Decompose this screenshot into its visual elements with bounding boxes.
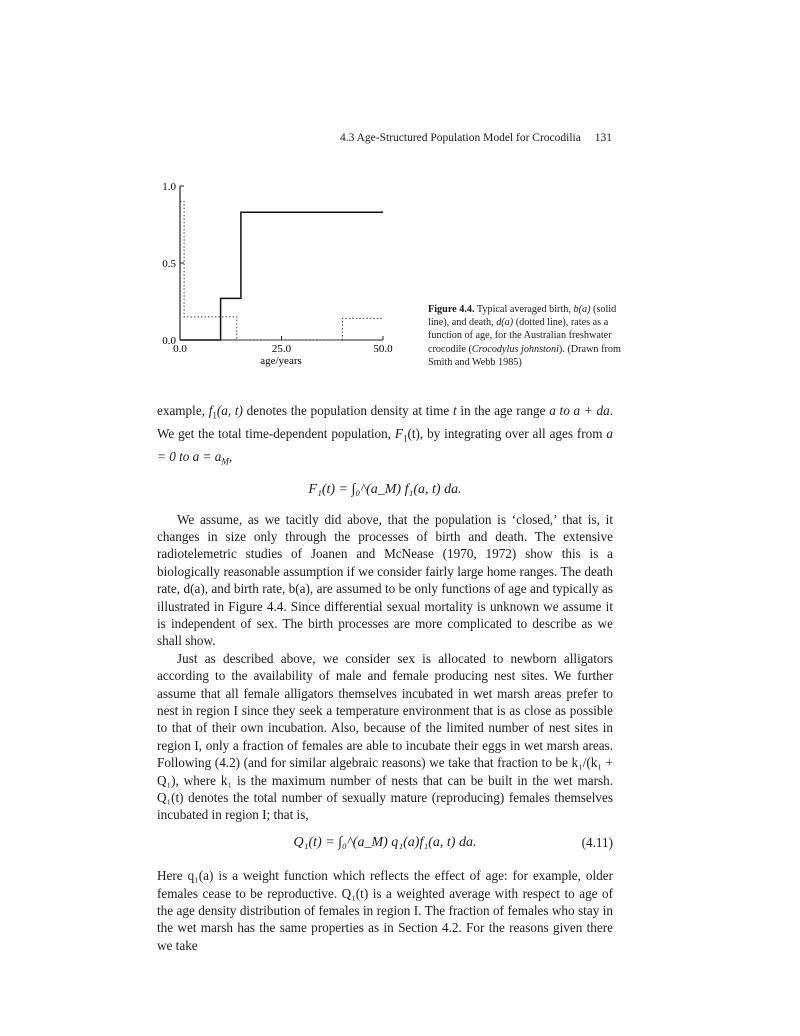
species-name: Crocodylus johnstoni bbox=[471, 343, 559, 355]
paragraph-3: Just as described above, we consider sex is allocated to newborn alligators according to the availability of male and female producing nest sites. We further assume that all female alligators themselves incubated in wet marsh areas prefer to nest in region I since they seek a temperature environment that is as close as possible to that of their own incubation. Also, because of the limited number of nest sites in region I, only a fraction of females are able to incubate their eggs in wet marsh areas. Following (4.2) (and for similar algebraic reasons) we take that fraction to be k₁/(k₁ + Q₁), where k₁ is the maximum number of nests that can be built in the wet marsh. Q₁(t) denotes the total number of sexually mature (reproducing) females themselves incubated in region I; that is, bbox=[157, 650, 613, 823]
x-tick-label: 25.0 bbox=[271, 343, 292, 355]
x-axis-label: age/years bbox=[260, 355, 302, 367]
y-tick-label: 0.5 bbox=[162, 258, 176, 270]
equation-4-11 bbox=[157, 834, 613, 851]
page-number: 131 bbox=[594, 132, 612, 144]
paragraph-2: We assume, as we tacitly did above, that the population is ‘closed,’ that is, it changes in size only through the processes of birth and death. The extensive radiotelemetric studies of Joanen and McNease (1970, 1972) show this is a biologically reasonable assumption if we consider fairly large home ranges. The death rate, d(a), and birth rate, b(a), are assumed to be only functions of age and typically as illustrated in Figure 4.4. Since differential sexual mortality is unknown we assume it is independent of sex. The birth processes are more complicated to describe as we shall show. bbox=[157, 511, 613, 649]
figure-caption: Figure 4.4. Typical averaged birth, b(a) (solid line), and death, d(a) (dotted line), rates as a function of age, for the Australian freshwater crocodile (Crocodylus johnstoni). (Drawn from Smith and Webb 1985) bbox=[428, 304, 621, 368]
birth-death-chart bbox=[150, 170, 410, 370]
equation-Q1: Q₁(t) = ∫₀^(a_M) q₁(a)f₁(a, t) da. bbox=[293, 834, 477, 850]
y-tick-label: 0.0 bbox=[162, 335, 176, 347]
birth-rate-line bbox=[180, 212, 383, 340]
x-tick-label: 0.0 bbox=[173, 343, 187, 355]
running-header bbox=[340, 132, 612, 144]
equation-number: (4.11) bbox=[581, 834, 613, 850]
figure-4-4 bbox=[150, 170, 410, 370]
paragraph-4: Here q₁(a) is a weight function which reflects the effect of age: for example, older females cease to be reproductive. Q₁(t) is a weighted average with respect to age of the age density distribution of females in region I. The fraction of females who stay in the wet marsh has the same properties as in Section 4.2. For the reasons given there we take bbox=[157, 868, 613, 953]
death-rate-line bbox=[180, 201, 383, 340]
equation-F1: F₁(t) = ∫₀^(a_M) f₁(a, t) da. bbox=[308, 482, 462, 498]
body-text bbox=[157, 402, 613, 954]
x-tick-label: 50.0 bbox=[373, 343, 393, 355]
paragraph-1: example, $f_1(a$, t) denotes the population density at time t in the age range a to a + da. We get the total time-dependent population, $F_1(t)$, by integrating over all ages from a = 0 to $a = a_M$, bbox=[157, 403, 613, 467]
caption-label: Figure 4.4. bbox=[428, 304, 475, 315]
y-tick-label: 1.0 bbox=[162, 181, 176, 193]
running-title: 4.3 Age-Structured Population Model for Crocodilia bbox=[340, 132, 581, 144]
